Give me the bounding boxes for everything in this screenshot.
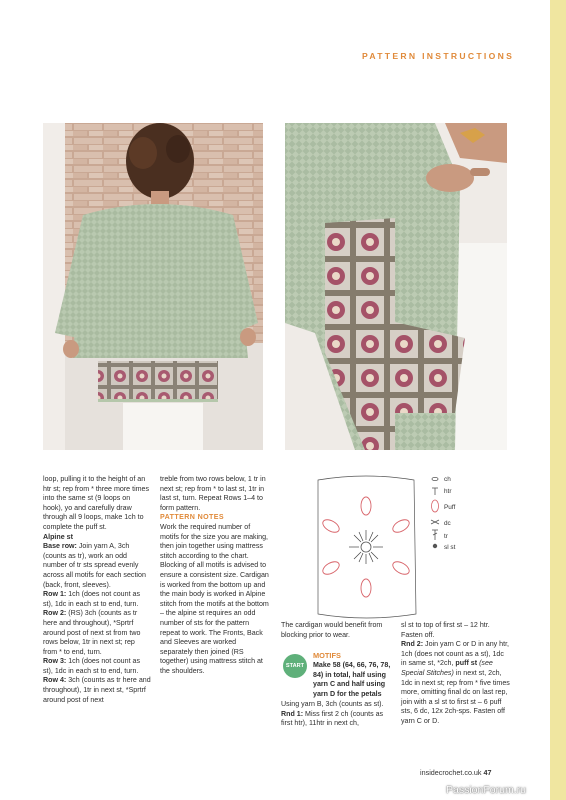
footer-site: insidecrochet.co.uk bbox=[420, 768, 482, 777]
base-row-label: Base row: bbox=[43, 542, 77, 551]
text-column-3-make bbox=[313, 661, 393, 699]
photo-sleeve-closeup bbox=[285, 123, 507, 450]
row-3-text: 1ch (does not count as st), 1dc in each st to end, turn. bbox=[43, 657, 141, 675]
row-3 bbox=[43, 657, 151, 676]
alpine-heading: Alpine st bbox=[43, 532, 73, 541]
photo-back-view bbox=[43, 123, 263, 450]
rnd-1-text: Miss first 2 ch (counts as first htr), 11htr in next ch, bbox=[281, 709, 384, 728]
blocking-note: The cardigan would benefit from blocking prior to wear. bbox=[281, 621, 383, 639]
legend-tr: tr bbox=[444, 533, 448, 540]
make-instructions: Make 58 (64, 66, 76, 78, 84) in total, half using yarn C and half using yarn D for the petals bbox=[313, 661, 391, 698]
rnd-2-text-b: in next st, 2ch, 1dc in next st; rep from * five times more, omitting final dc on last rep, join with a sl st to first st – 6 puff sts, 6 dc, 12x 2ch-sps. Fasten off yarn C or D. bbox=[401, 668, 510, 725]
row-1-text: 1ch (does not count as st), 1dc in each st to end, turn. bbox=[43, 590, 141, 608]
row-1-label: Row 1: bbox=[43, 590, 67, 599]
row-4 bbox=[43, 676, 151, 705]
pattern-notes-heading: PATTERN NOTES bbox=[160, 513, 225, 522]
row-2-text: (RS) 3ch (counts as tr here and throughout), *Sprtrf around post of next st from two rows below, 1tr in next st; rep from * to end, turn. bbox=[43, 609, 141, 656]
rnd-2-label: Rnd 2: bbox=[401, 640, 424, 649]
row-2-label: Row 2: bbox=[43, 609, 67, 618]
page-footer bbox=[420, 768, 492, 777]
row-4-continued: treble from two rows below, 1 tr in next st; rep from * to last st, 1tr in last st, turn. Repeat Rows 1–4 to form pattern. bbox=[160, 475, 266, 512]
rnd-1-label: Rnd 1: bbox=[281, 709, 304, 718]
rnd-2 bbox=[401, 640, 511, 726]
legend-puff: Puff bbox=[444, 504, 456, 511]
intro-paragraph: loop, pulling it to the height of an htr st; rep from * three more times into the same st (9 loops on hook), yo and carefully draw through all 9 loops, make 1ch to complete the puff st. bbox=[43, 475, 150, 531]
text-column-3-rnd bbox=[281, 700, 393, 729]
legend-sl-st: sl st bbox=[444, 544, 456, 551]
rnd-1 bbox=[281, 710, 393, 729]
row-2 bbox=[43, 609, 151, 657]
base-row bbox=[43, 542, 151, 590]
rnd-2-special-ref: (see Special Stitches) bbox=[401, 659, 493, 677]
legend-htr: htr bbox=[444, 488, 452, 495]
legend-dc: dc bbox=[444, 520, 451, 527]
page-number: 47 bbox=[483, 768, 492, 777]
base-row-text: Join yarn A, 3ch (counts as tr), work an odd number of tr sts spread evenly across all motifs for each section (back, front, sleeves). bbox=[43, 542, 146, 589]
watermark: PassionForum.ru bbox=[446, 784, 526, 796]
motifs-heading: MOTIFS bbox=[313, 651, 341, 660]
row-4-label: Row 4: bbox=[43, 676, 67, 685]
start-badge: START bbox=[283, 654, 307, 678]
text-column-4 bbox=[401, 621, 511, 727]
rnd-2-puff: puff st bbox=[455, 659, 478, 668]
legend-ch: ch bbox=[444, 476, 451, 483]
row-3-label: Row 3: bbox=[43, 657, 67, 666]
page-edge-strip bbox=[550, 0, 566, 800]
rnd-1-continued: sl st to top of first st – 12 htr. Fasten off. bbox=[401, 621, 490, 639]
text-column-2 bbox=[160, 475, 270, 676]
row-4-text: 3ch (counts as tr here and throughout), 1tr in next st, *Sprtrf around post of next bbox=[43, 676, 151, 704]
pattern-notes-text: Work the required number of motifs for the size you are making, then join together using mattress stitch according to the chart. Blocking of all motifs is advised to ensure a consistent size. Cardigan is worked from the bottom up and the main body is worked in Alpine stitch from the motifs at the bottom – the alpine st requires an odd number of sts for the pattern repeat to work. The Fronts, Back and Sleeves are worked separately then joined (RS together) using mattress stitch at the shoulders. bbox=[160, 522, 269, 675]
motif-stitch-chart bbox=[314, 474, 464, 625]
text-column-1 bbox=[43, 475, 151, 705]
row-1 bbox=[43, 590, 151, 609]
text-column-3-top bbox=[281, 621, 391, 640]
section-header: PATTERN INSTRUCTIONS bbox=[362, 51, 515, 61]
using-yarn-b: Using yarn B, 3ch (counts as st). bbox=[281, 700, 384, 708]
rnd-2-text-a: Join yarn C or D in any htr, 1ch (does not count as a st), 1dc in same st, *2ch, bbox=[401, 640, 510, 668]
